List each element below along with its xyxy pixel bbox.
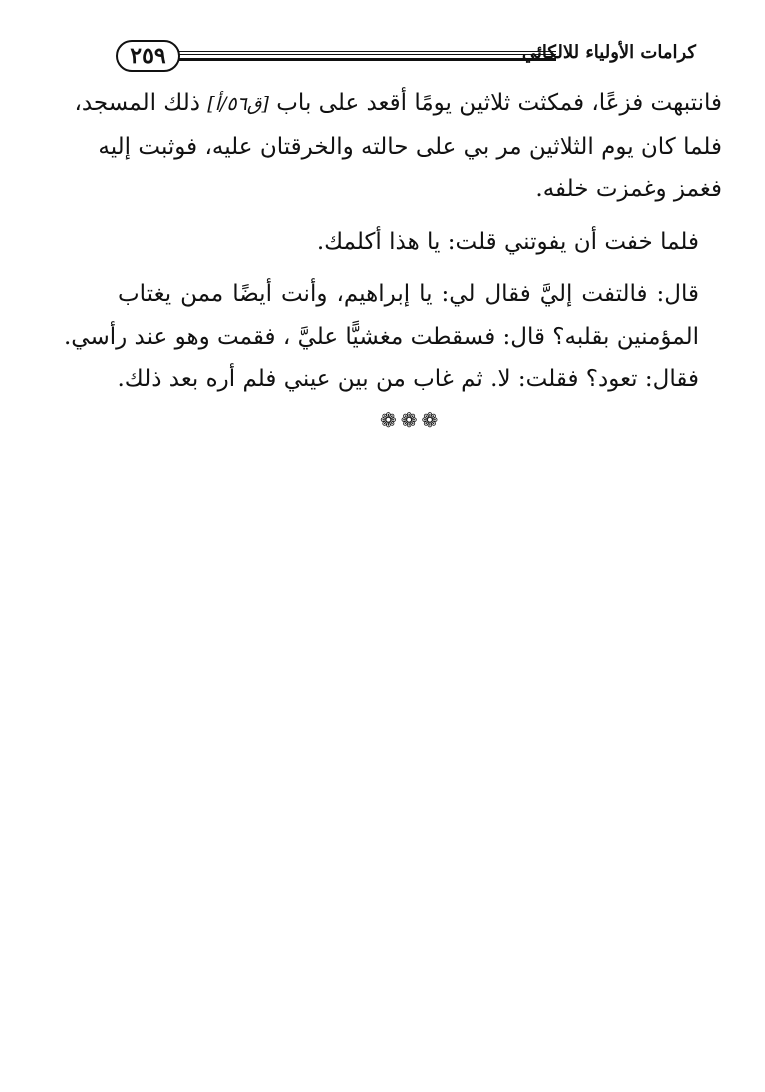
header-rule (178, 51, 556, 61)
paragraph (74, 82, 722, 211)
text-line: فقال: تعود؟ فقلت: لا. ثم غاب من بين عيني فلم أره بعد ذلك. (117, 366, 699, 392)
text-line (74, 82, 722, 126)
page-number: ٢٥٩ (130, 43, 166, 69)
text-line: فغمز وغمزت خلفه. (535, 176, 722, 202)
running-title: كرامات الأولياء للالكائي (521, 42, 696, 63)
manuscript-folio-reference: [ق٥٦/أ] (207, 93, 269, 115)
text-segment: ذلك المسجد، (74, 90, 200, 116)
paragraph: فلما خفت أن يفوتني قلت: يا هذا أكلمك. (316, 228, 699, 255)
page-body (63, 82, 722, 401)
text-segment: فانتبهت فزعًا، فمكثت ثلاثين يومًا أقعد على باب (276, 90, 722, 116)
text-line: المؤمنين بقلبه؟ قال: فسقطت مغشيًّا عليَّ ، فقمت وهو عند رأسي. (63, 323, 699, 350)
paragraph (63, 273, 722, 401)
running-header (112, 38, 702, 78)
text-line: فلما كان يوم الثلاثين مر بي على حالته والخرقتان عليه، فوثبت إليه (98, 133, 722, 160)
text-line: قال: فالتفت إليَّ فقال لي: يا إبراهيم، وأنت أيضًا ممن يغتاب (118, 281, 699, 307)
section-end-ornament-icon: ❁❁❁ (380, 408, 443, 432)
page-number-badge (116, 40, 180, 72)
